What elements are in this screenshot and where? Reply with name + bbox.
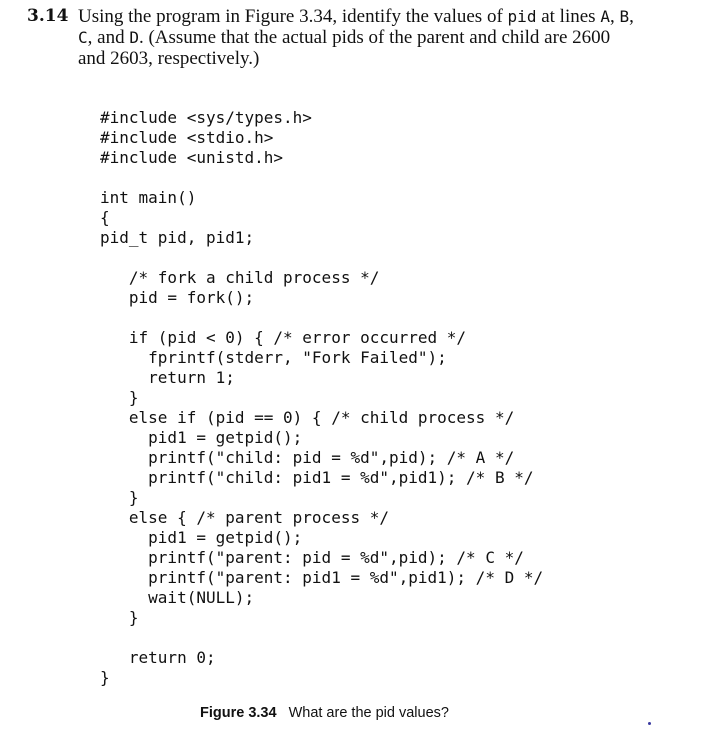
exercise-question <box>78 6 678 69</box>
code-line: } <box>100 668 110 687</box>
code-line: printf("child: pid = %d",pid); /* A */ <box>100 448 515 467</box>
code-line: } <box>100 608 139 627</box>
figure-label: Figure 3.34 <box>200 705 277 721</box>
figure-caption <box>200 704 449 722</box>
code-line: return 0; <box>100 648 216 667</box>
code-line: printf("parent: pid1 = %d",pid1); /* D */ <box>100 568 544 587</box>
code-line <box>100 168 543 188</box>
code-listing <box>100 108 543 688</box>
code-line: else if (pid == 0) { /* child process */ <box>100 408 515 427</box>
code-line: #include <unistd.h> <box>100 148 284 167</box>
stray-dot <box>648 722 651 725</box>
exercise-number: 3.14 <box>27 6 69 26</box>
code-line: { <box>100 208 110 227</box>
code-line: pid1 = getpid(); <box>100 528 303 547</box>
question-code-token: B <box>619 7 630 26</box>
code-line <box>100 248 543 268</box>
code-line: printf("parent: pid = %d",pid); /* C */ <box>100 548 524 567</box>
question-text-segment: at lines <box>536 6 601 27</box>
figure-caption-text: What are the pid values? <box>288 705 449 721</box>
code-line: /* fork a child process */ <box>100 268 380 287</box>
question-line <box>78 48 678 69</box>
question-code-token: D <box>129 28 139 47</box>
code-line <box>100 628 543 648</box>
code-line <box>100 308 543 328</box>
code-line: printf("child: pid1 = %d",pid1); /* B */ <box>100 468 534 487</box>
code-line: pid = fork(); <box>100 288 255 307</box>
code-line: } <box>100 388 139 407</box>
question-code-token: pid <box>507 7 537 26</box>
code-line: if (pid < 0) { /* error occurred */ <box>100 328 467 347</box>
question-text-segment: Using the program in Figure 3.34, identify the values of <box>78 6 508 27</box>
question-line <box>78 27 678 48</box>
code-line: else { /* parent process */ <box>100 508 389 527</box>
question-code-token: A <box>600 7 610 26</box>
code-line: pid_t pid, pid1; <box>100 228 255 247</box>
code-line: } <box>100 488 139 507</box>
question-text-segment: . (Assume that the actual pids of the parent and child are 2600 <box>138 27 611 48</box>
question-text-segment: , <box>629 6 634 27</box>
code-line: fprintf(stderr, "Fork Failed"); <box>100 348 447 367</box>
code-line: wait(NULL); <box>100 588 255 607</box>
question-line <box>78 6 678 27</box>
question-text-segment: , <box>609 6 620 27</box>
code-line: return 1; <box>100 368 235 387</box>
code-line: #include <stdio.h> <box>100 128 274 147</box>
code-line: #include <sys/types.h> <box>100 108 312 127</box>
code-line: pid1 = getpid(); <box>100 428 303 447</box>
question-text-segment: , and <box>87 27 130 48</box>
question-text-segment: and 2603, respectively.) <box>78 48 260 69</box>
code-line: int main() <box>100 188 197 207</box>
question-code-token: C <box>78 28 88 47</box>
